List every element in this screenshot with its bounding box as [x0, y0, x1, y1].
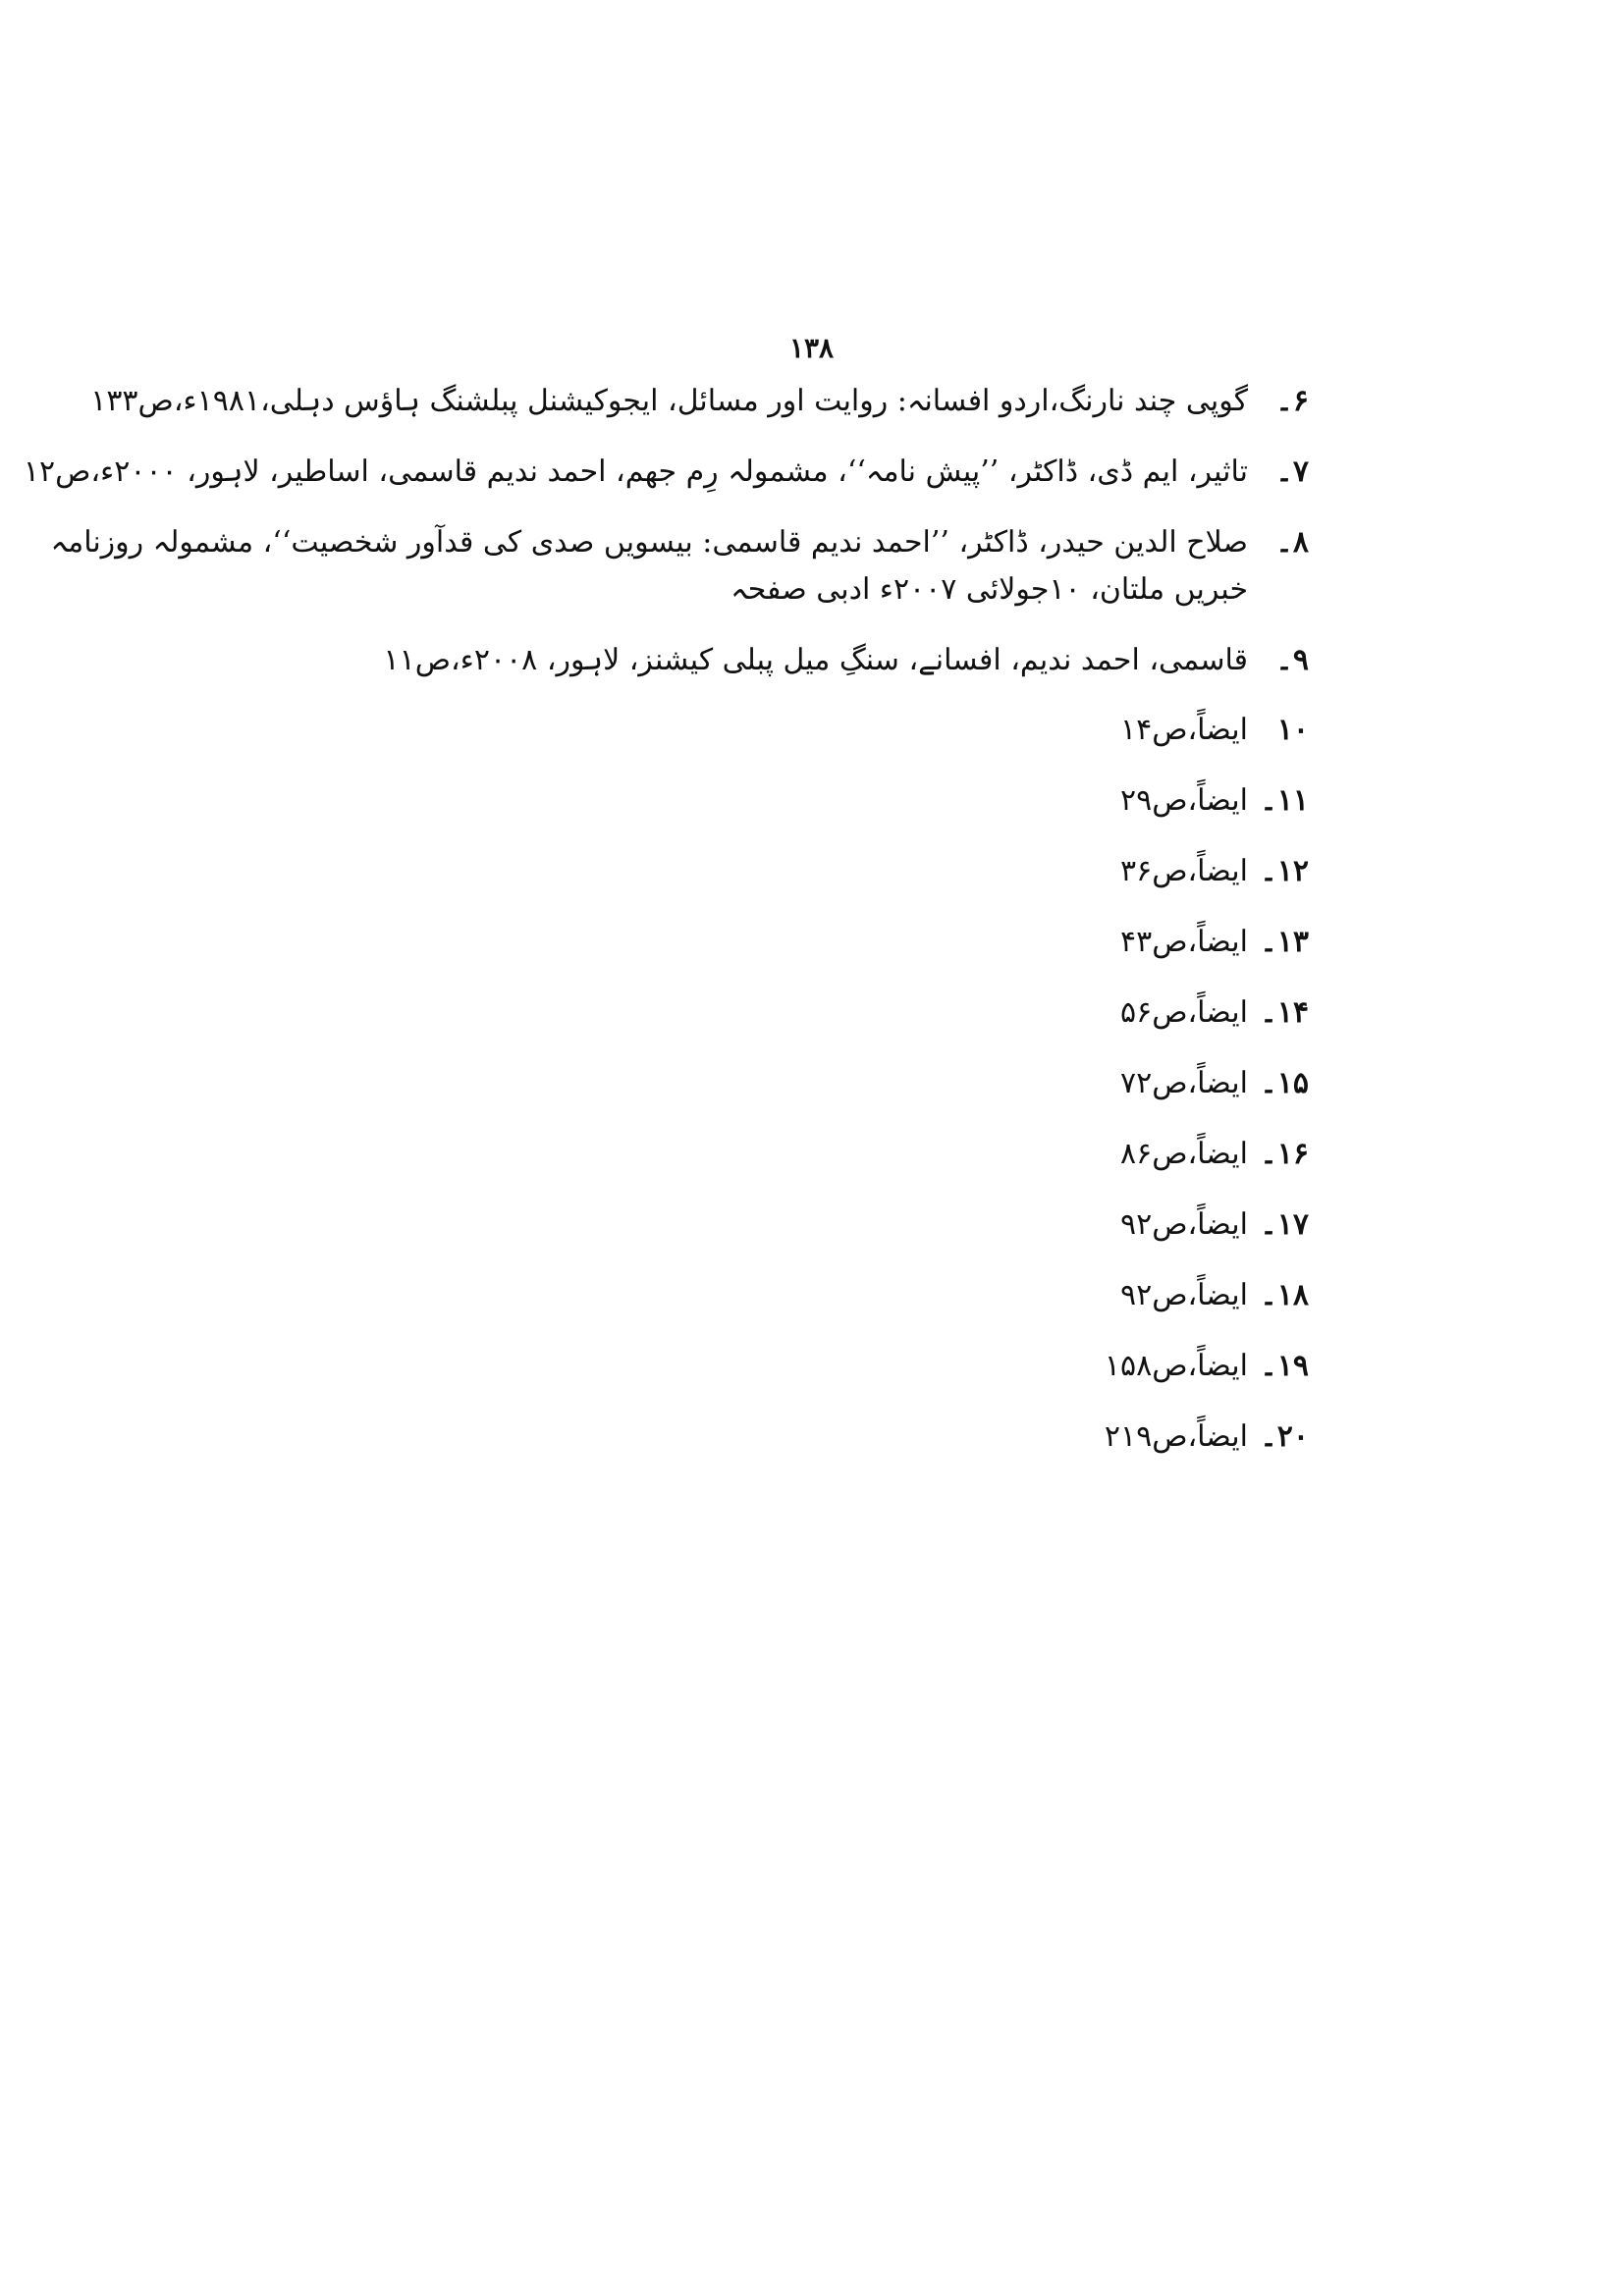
- footnote-text: ایضاً،ص۱۴: [1119, 713, 1248, 747]
- footnote-text: ایضاً،ص۹۲: [1119, 1207, 1248, 1242]
- footnote-continuation: خبریں ملتان، ۱۰جولائی ۲۰۰۷ء ادبی صفحہ: [730, 572, 1248, 607]
- footnote-15: [307, 1061, 1309, 1106]
- footnote-number: ۱۶۔: [1260, 1137, 1309, 1171]
- footnote-number: ۱۹۔: [1260, 1349, 1309, 1383]
- footnote-10: [307, 708, 1309, 753]
- footnote-number: ۱۷۔: [1260, 1207, 1309, 1242]
- footnote-text: ایضاً،ص۳۶: [1119, 854, 1248, 888]
- footnote-number: ۶۔: [1275, 384, 1309, 418]
- footnote-text: گوپی چند نارنگ،اردو افسانہ: روایت اور مسائل، ایجوکیشنل پبلشنگ ہاؤس دہلی،۱۹۸۱ء،ص۱۳۳: [90, 384, 1248, 418]
- footnote-number: ۱۱۔: [1260, 783, 1309, 818]
- footnote-text: ایضاً،ص۲۱۹: [1104, 1419, 1248, 1454]
- footnote-12: [307, 849, 1309, 894]
- footnote-8: [50, 519, 1309, 614]
- footnote-number: ۱۵۔: [1260, 1066, 1309, 1100]
- footnote-20: [307, 1415, 1309, 1460]
- footnote-9: [307, 637, 1309, 684]
- footnote-number: ۹۔: [1275, 643, 1309, 677]
- footnote-number: ۱۸۔: [1260, 1278, 1309, 1312]
- footnote-16: [307, 1132, 1309, 1177]
- footnote-number: ۷۔: [1275, 454, 1309, 489]
- footnote-text: ایضاً،ص۹۲: [1119, 1278, 1248, 1312]
- footnote-6: [90, 378, 1309, 425]
- footnote-text: قاسمی، احمد ندیم، افسانے، سنگِ میل پبلی کیشنز، لاہور، ۲۰۰۸ء،ص۱۱: [383, 643, 1248, 677]
- footnote-17: [307, 1202, 1309, 1248]
- footnote-text: ایضاً،ص۷۲: [1119, 1066, 1248, 1100]
- footnote-text: ایضاً،ص۵۶: [1119, 995, 1248, 1030]
- footnote-13: [307, 920, 1309, 965]
- footnote-text: تاثیر، ایم ڈی، ڈاکٹر، ’’پیش نامہ‘‘، مشمولہ رِم جھم، احمد ندیم قاسمی، اساطیر، لاہور، ۲۰۰۰ء،ص۱۲: [23, 454, 1248, 489]
- footnote-text: صلاح الدین حیدر، ڈاکٹر، ’’احمد ندیم قاسمی: بیسویں صدی کی قدآور شخصیت‘‘، مشمولہ روزنامہ: [50, 525, 1248, 560]
- footnotes-list: [23, 378, 1309, 1485]
- footnote-7: [23, 449, 1309, 496]
- footnote-number: ۱۳۔: [1260, 925, 1309, 959]
- footnote-number: ۱۲۔: [1260, 854, 1309, 888]
- footnote-text: ایضاً،ص۸۶: [1119, 1137, 1248, 1171]
- page-number: ۱۳۸: [788, 332, 835, 364]
- footnote-number: ۸۔: [1275, 525, 1309, 560]
- footnote-text: ایضاً،ص۲۹: [1119, 783, 1248, 818]
- footnote-11: [307, 778, 1309, 824]
- footnote-19: [307, 1344, 1309, 1389]
- footnote-number: ۱۴۔: [1260, 995, 1309, 1030]
- footnote-18: [307, 1273, 1309, 1318]
- footnote-text: ایضاً،ص۱۵۸: [1104, 1349, 1248, 1383]
- footnote-number: ۱۰: [1276, 713, 1309, 747]
- footnote-number: ۲۰۔: [1260, 1419, 1309, 1454]
- footnote-14: [307, 990, 1309, 1036]
- footnote-text: ایضاً،ص۴۳: [1119, 925, 1248, 959]
